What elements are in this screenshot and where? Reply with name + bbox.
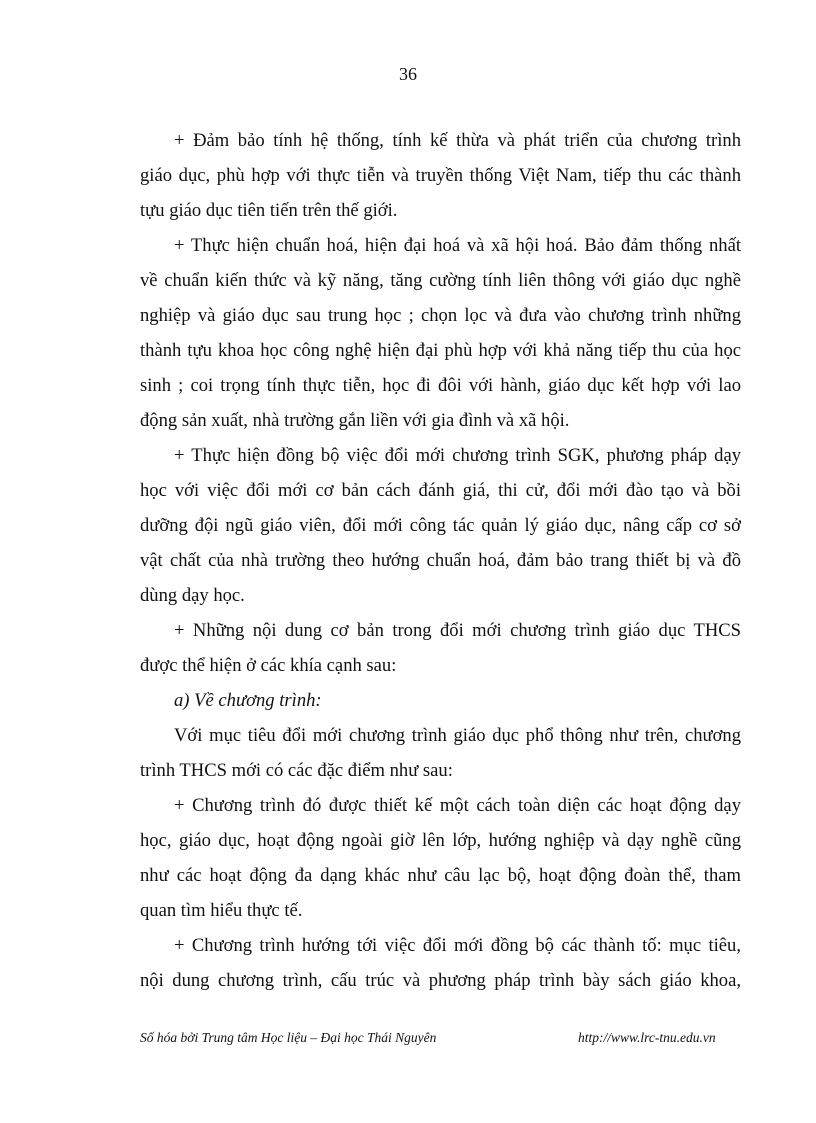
text-line: thành tựu khoa học công nghệ hiện đại phù hợp với khả năng tiếp thu của học (140, 340, 741, 361)
text-line: + Thực hiện chuẩn hoá, hiện đại hoá và xã hội hoá. Bảo đảm thống nhất (174, 235, 741, 256)
text-line: nghiệp và giáo dục sau trung học ; chọn lọc và đưa vào chương trình những (140, 305, 741, 326)
text-line: + Thực hiện đồng bộ việc đổi mới chương trình SGK, phương pháp dạy (174, 445, 741, 466)
text-line: nội dung chương trình, cấu trúc và phương pháp trình bày sách giáo khoa, (140, 970, 741, 991)
text-line: học, giáo dục, hoạt động ngoài giờ lên lớp, hướng nghiệp và dạy nghề cũng (140, 830, 741, 851)
section-heading: a) Về chương trình: (174, 690, 322, 711)
text-line: động sản xuất, nhà trường gắn liền với gia đình và xã hội. (140, 410, 570, 431)
text-line: Với mục tiêu đổi mới chương trình giáo dục phổ thông như trên, chương (174, 725, 741, 746)
text-line: giáo dục, phù hợp với thực tiễn và truyền thống Việt Nam, tiếp thu các thành (140, 165, 741, 186)
footer-url: http://www.lrc-tnu.edu.vn (578, 1030, 716, 1045)
text-line: dưỡng đội ngũ giáo viên, đổi mới công tác quản lý giáo dục, nâng cấp cơ sở (140, 515, 741, 536)
text-line: dùng dạy học. (140, 585, 245, 606)
text-line: như các hoạt động đa dạng khác như câu lạc bộ, hoạt động đoàn thể, tham (140, 865, 741, 886)
page-number: 36 (399, 64, 417, 84)
text-line: + Những nội dung cơ bản trong đổi mới chương trình giáo dục THCS (174, 620, 741, 641)
footer-source: Số hóa bởi Trung tâm Học liệu – Đại học Thái Nguyên (140, 1030, 437, 1045)
text-line: tựu giáo dục tiên tiến trên thế giới. (140, 200, 398, 221)
text-line: trình THCS mới có các đặc điểm như sau: (140, 760, 453, 781)
text-line: học với việc đổi mới cơ bản cách đánh giá, thi cử, đổi mới đào tạo và bồi (140, 480, 741, 501)
text-line: sinh ; coi trọng tính thực tiễn, học đi đôi với hành, giáo dục kết hợp với lao (140, 375, 741, 396)
text-line: về chuẩn kiến thức và kỹ năng, tăng cường tính liên thông với giáo dục nghề (140, 270, 741, 291)
text-line: quan tìm hiểu thực tế. (140, 900, 303, 921)
text-line: + Đảm bảo tính hệ thống, tính kế thừa và phát triển của chương trình (174, 130, 741, 151)
text-line: + Chương trình hướng tới việc đổi mới đồng bộ các thành tố: mục tiêu, (174, 935, 741, 956)
text-line: được thể hiện ở các khía cạnh sau: (140, 655, 397, 676)
text-line: + Chương trình đó được thiết kế một cách toàn diện các hoạt động dạy (174, 795, 741, 816)
text-line: vật chất của nhà trường theo hướng chuẩn hoá, đảm bảo trang thiết bị và đồ (140, 550, 741, 571)
